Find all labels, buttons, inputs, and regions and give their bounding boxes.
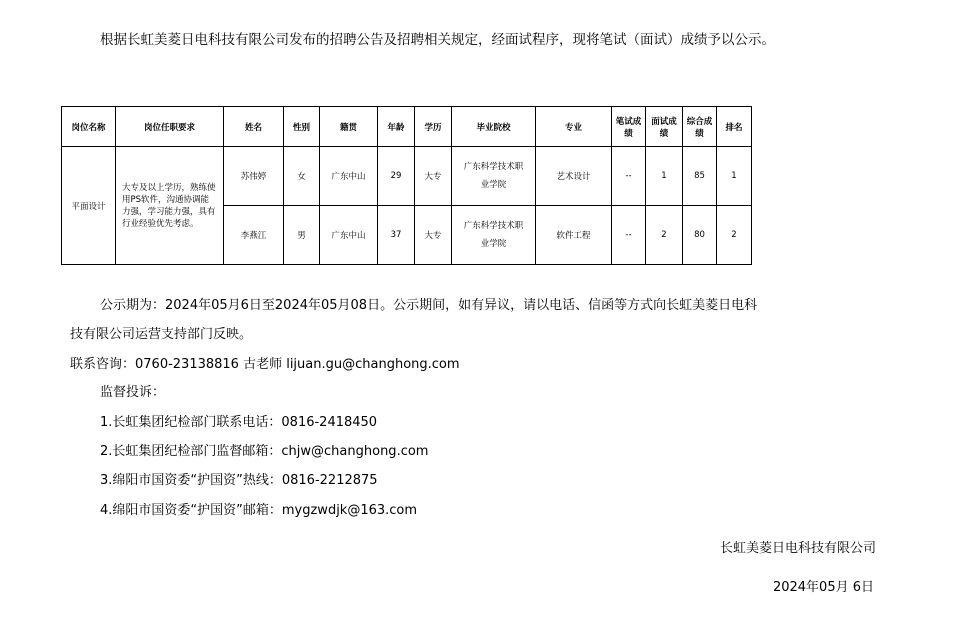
major-cell: 艺术设计 <box>536 147 612 206</box>
notice-line-2: 技有限公司运营支持部门反映。 <box>70 327 253 342</box>
position-cell: 平面设计 <box>62 147 116 265</box>
education-cell: 大专 <box>415 147 452 206</box>
school-cell <box>452 147 536 206</box>
school-line: 业学院 <box>480 180 507 190</box>
requirement-cell: 大专及以上学历，熟练使用PS软件，沟通协调能力强，学习能力强，具有行业经验优先考虑。 <box>116 147 224 265</box>
written-score-cell: -- <box>612 147 646 206</box>
total-score-cell: 85 <box>683 147 717 206</box>
education-cell: 大专 <box>415 206 452 265</box>
school-line: 广东科学技术职 <box>463 221 524 231</box>
name-cell: 李燕江 <box>224 206 284 265</box>
age-cell: 29 <box>378 147 415 206</box>
supervision-title: 监督投诉： <box>100 385 166 400</box>
header-cell: 综合成绩 <box>683 107 717 147</box>
rank-cell: 1 <box>717 147 752 206</box>
header-cell: 姓名 <box>224 107 284 147</box>
school-line: 业学院 <box>480 239 507 249</box>
origin-cell: 广东中山 <box>320 147 378 206</box>
notice-line-1: 公示期为：2024年05月6日至2024年05月08日。公示期间，如有异议，请以电话、信函等方式向长虹美菱日电科 <box>100 298 758 313</box>
school-line: 广东科学技术职 <box>463 162 524 172</box>
rank-cell: 2 <box>717 206 752 265</box>
results-table <box>61 106 752 265</box>
header-cell: 学历 <box>415 107 452 147</box>
interview-score-cell: 1 <box>646 147 683 206</box>
age-cell: 37 <box>378 206 415 265</box>
header-cell: 年龄 <box>378 107 415 147</box>
header-cell: 性别 <box>284 107 320 147</box>
header-cell: 面试成绩 <box>646 107 683 147</box>
table-header-row <box>62 107 752 147</box>
written-score-cell: -- <box>612 206 646 265</box>
header-cell: 岗位任职要求 <box>116 107 224 147</box>
school-cell <box>452 206 536 265</box>
total-score-cell: 80 <box>683 206 717 265</box>
gender-cell: 男 <box>284 206 320 265</box>
supervision-item: 2.长虹集团纪检部门监督邮箱：chjw@changhong.com <box>100 444 429 459</box>
contact-line: 联系咨询：0760-23138816 古老师 lijuan.gu@changhong.com <box>70 357 460 372</box>
interview-score-cell: 2 <box>646 206 683 265</box>
supervision-item: 3.绵阳市国资委“护国资”热线：0816-2212875 <box>100 473 378 488</box>
header-cell: 笔试成绩 <box>612 107 646 147</box>
header-cell: 籍贯 <box>320 107 378 147</box>
header-cell: 毕业院校 <box>452 107 536 147</box>
name-cell: 苏伟婷 <box>224 147 284 206</box>
major-cell: 软件工程 <box>536 206 612 265</box>
gender-cell: 女 <box>284 147 320 206</box>
table-row <box>62 147 752 206</box>
header-cell: 排名 <box>717 107 752 147</box>
header-cell: 专业 <box>536 107 612 147</box>
supervision-item: 4.绵阳市国资委“护国资”邮箱：mygzwdjk@163.com <box>100 503 418 518</box>
signature-company: 长虹美菱日电科技有限公司 <box>719 541 876 556</box>
signature-date: 2024年05月 6日 <box>772 580 874 595</box>
header-cell: 岗位名称 <box>62 107 116 147</box>
supervision-item: 1.长虹集团纪检部门联系电话：0816-2418450 <box>100 415 378 430</box>
intro-paragraph: 根据长虹美菱日电科技有限公司发布的招聘公告及招聘相关规定，经面试程序，现将笔试（面试）成绩予以公示。 <box>100 32 775 48</box>
origin-cell: 广东中山 <box>320 206 378 265</box>
